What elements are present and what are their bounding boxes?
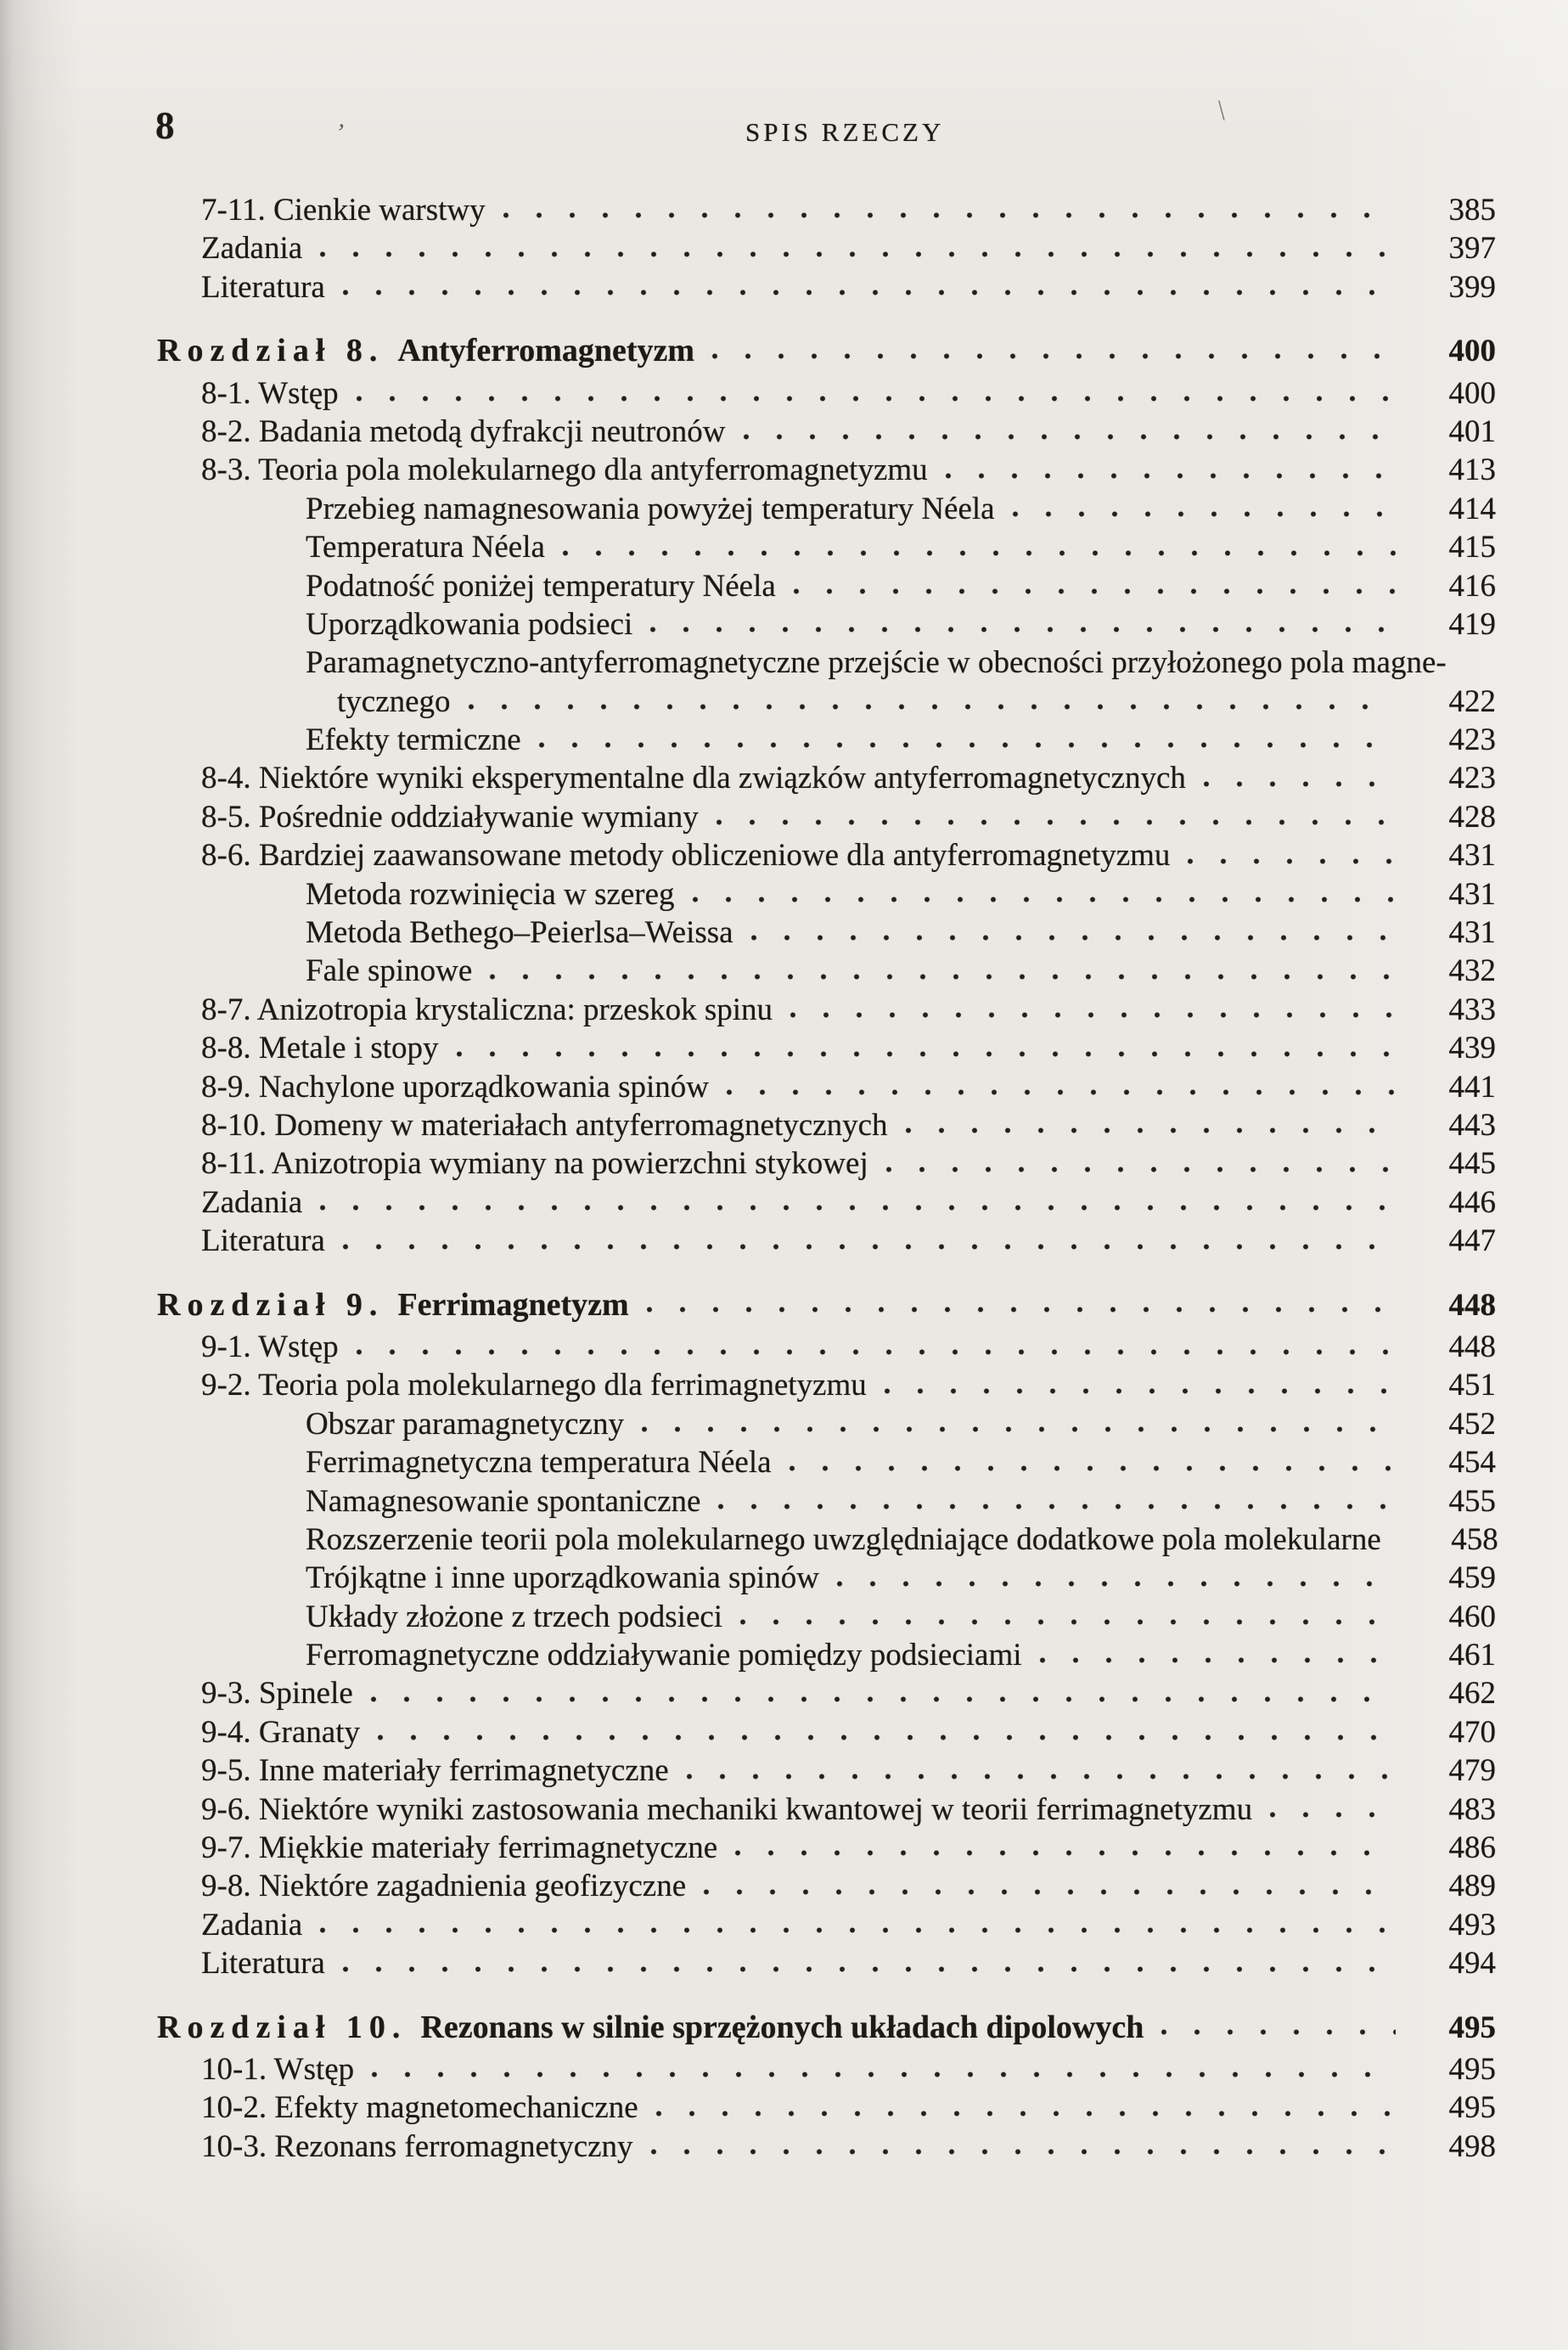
toc-entry-page: 458 [1451,1521,1498,1557]
dot-leader [743,433,1397,441]
toc-row [201,2128,1496,2167]
dot-leader [641,1425,1396,1433]
toc-entry-page: 399 [1448,269,1496,305]
toc-entry-label: tycznego [337,683,451,719]
toc-entry-page: 454 [1448,1445,1496,1481]
chapter-prefix: Rozdział 9. [157,1286,385,1323]
dot-leader [319,1204,1396,1212]
page-title: SPIS RZECZY [745,117,945,147]
chapter-title: Rezonans w silnie sprzężonych układach dipolowych [420,2009,1144,2045]
toc-entry-page: 495 [1448,2051,1496,2087]
toc-row [201,1752,1496,1791]
toc-row [306,1599,1496,1637]
toc-row [306,491,1496,529]
toc-entry-label: 8-1. Wstęp [201,375,339,411]
dot-leader [945,472,1396,480]
toc-entry-label: 10-2. Efekty magnetomechaniczne [201,2090,638,2126]
dot-leader [885,1166,1396,1173]
dot-leader [734,1849,1396,1857]
dot-leader [649,626,1396,633]
dot-leader [342,1965,1396,1973]
dot-leader [1203,780,1396,788]
dot-leader [739,1618,1396,1626]
toc-row [306,722,1496,760]
dot-leader [726,1088,1396,1096]
toc-row [201,1675,1496,1713]
toc-entry-page: 401 [1448,413,1496,449]
toc-entry-page: 441 [1448,1069,1496,1105]
chapter-row [157,1286,1496,1324]
dot-leader [905,1127,1396,1134]
toc-entry-label: 9-6. Niektóre wyniki zastosowania mechaniki kwantowej w teorii ferrimagnetyzmu [201,1791,1253,1827]
toc-entry-page: 423 [1448,722,1496,758]
toc-entry-label: 10-1. Wstęp [201,2051,355,2087]
toc-entry-page: 495 [1448,2090,1496,2126]
toc-entry-page: 385 [1448,193,1496,228]
toc-row [201,192,1496,230]
toc-entry-page: 439 [1448,1031,1496,1066]
dot-leader [836,1580,1396,1588]
toc-entry-page: 432 [1448,953,1496,989]
dot-leader [456,1050,1396,1058]
toc-entry-label: 8-2. Badania metodą dyfrakcji neutronów [201,413,726,449]
toc-entry-page: 495 [1448,2010,1496,2045]
toc-row [201,2089,1496,2128]
dot-leader [1012,510,1396,518]
toc-row [201,452,1496,490]
toc-row [306,1483,1496,1521]
toc-row [201,1329,1496,1367]
toc-entry-page: 448 [1448,1329,1496,1364]
toc-row [201,1223,1496,1261]
chapter-prefix: Rozdział 8. [157,333,385,369]
toc-entry-label: 9-7. Miękkie materiały ferrimagnetyczne [201,1830,718,1866]
toc-row [306,529,1496,567]
toc-row [201,2051,1496,2089]
page-number: 8 [155,104,175,147]
toc-entry-label: Paramagnetyczno-antyferromagnetyczne przejście w obecności przyłożonego pola magne- [306,645,1447,681]
toc-entry-label: Literatura [201,1946,325,1982]
toc-entry-page: 431 [1448,876,1496,912]
toc-entry-label: 8-6. Bardziej zaawansowane metody obliczeniowe dla antyferromagnetyzmu [201,838,1171,874]
toc-entry-label: 8-7. Anizotropia krystaliczna: przeskok spinu [201,992,773,1027]
toc-entry-page: 423 [1448,761,1496,796]
toc-entry-label: 8-10. Domeny w materiałach antyferromagnetycznych [201,1107,888,1143]
dot-leader [1269,1811,1396,1819]
dot-leader [356,1348,1396,1356]
toc-row [201,1145,1496,1183]
toc-row [201,799,1496,837]
toc-entry-page: 486 [1448,1830,1496,1866]
toc-entry-label: Metoda rozwinięcia w szereg [306,876,675,912]
dot-leader [538,741,1396,749]
toc-entry-page: 483 [1448,1791,1496,1827]
toc-entry-label: Namagnesowanie spontaniczne [306,1483,701,1519]
toc-row [201,992,1496,1030]
toc-entry-page: 446 [1448,1184,1496,1220]
dot-leader [1161,2028,1396,2036]
toc-entry-page: 413 [1448,453,1496,488]
toc-entry-label: Literatura [201,1223,325,1259]
toc-entry-page: 415 [1448,530,1496,565]
dot-leader [650,2148,1396,2156]
dot-leader [371,2071,1396,2078]
toc-entry-label: 9-3. Spinele [201,1676,353,1712]
toc-entry-label: 8-9. Nachylone uporządkowania spinów [201,1069,709,1105]
toc-entry-page: 493 [1448,1907,1496,1942]
toc-row [306,1521,1496,1560]
toc-row [201,1367,1496,1405]
toc-entry-page: 461 [1448,1638,1496,1673]
toc-entry-label: 8-3. Teoria pola molekularnego dla antyferromagnetyzmu [201,453,928,488]
chapter-row [157,332,1496,370]
toc-entry-page: 428 [1448,799,1496,835]
toc-entry-page: 419 [1448,606,1496,642]
toc-entry-page: 447 [1448,1223,1496,1259]
toc-row [201,837,1496,875]
dot-leader [716,818,1396,826]
toc-row [201,1107,1496,1145]
toc-row [201,1830,1496,1868]
toc-entry-page: 400 [1448,334,1496,369]
chapter-title: Antyferromagnetyzm [397,333,695,369]
toc-row [306,1637,1496,1675]
toc-entry-label: 9-8. Niektóre zagadnienia geofizyczne [201,1869,687,1904]
toc-row [337,683,1496,722]
toc-entry-label: Zadania [201,231,303,267]
dot-leader [646,1306,1396,1313]
toc-entry-label: Fale spinowe [306,953,473,989]
toc-entry-page: 452 [1448,1406,1496,1442]
toc-row [201,1907,1496,1945]
toc-entry-page: 422 [1448,683,1496,719]
toc-entry-page: 433 [1448,992,1496,1027]
scan-artifact-mark: \ [1216,94,1227,127]
toc-entry-page: 489 [1448,1869,1496,1904]
dot-leader [468,703,1396,711]
toc-row [306,1406,1496,1444]
toc-row [201,269,1496,307]
toc-entry-page: 414 [1448,491,1496,526]
dot-leader [503,211,1396,219]
dot-leader [377,1734,1396,1741]
chapter-title: Ferrimagnetyzm [397,1286,629,1323]
toc-entry-page: 451 [1448,1368,1496,1403]
toc-row [201,1868,1496,1906]
toc-entry-label: Trójkątne i inne uporządkowania spinów [306,1560,819,1596]
toc-row [306,644,1496,683]
toc-row [201,1184,1496,1223]
toc-row [306,568,1496,606]
toc-row [201,760,1496,798]
toc-entry-page: 462 [1448,1676,1496,1712]
toc-entry-page: 470 [1448,1714,1496,1750]
dot-leader [692,896,1396,903]
dot-leader [703,1888,1396,1896]
toc-entry-page: 494 [1448,1946,1496,1982]
dot-leader [1039,1656,1396,1664]
toc-row [201,1069,1496,1107]
toc-entry-label: Temperatura Néela [306,530,545,565]
toc-entry-label: Układy złożone z trzech podsieci [306,1599,723,1634]
dot-leader [717,1503,1396,1510]
dot-leader [686,1773,1396,1780]
toc-entry-label: 9-4. Granaty [201,1714,360,1750]
dot-leader [793,588,1396,595]
toc-row [201,1945,1496,1983]
scan-artifact-mark: ’ [334,118,347,148]
toc-entry-label: Literatura [201,269,325,305]
toc-row [306,876,1496,914]
dot-leader [342,289,1396,296]
toc-entry-page: 445 [1448,1146,1496,1182]
toc-entry-page: 479 [1448,1753,1496,1789]
toc-entry-label: Rozszerzenie teorii pola molekularnego uwzględniające dodatkowe pola molekularne [306,1521,1381,1557]
toc-entry-label: 8-11. Anizotropia wymiany na powierzchni stykowej [201,1146,868,1182]
toc-entry-label: Zadania [201,1907,303,1942]
toc-entry-label: Ferrimagnetyczna temperatura Néela [306,1445,772,1481]
toc-entry-label: 8-5. Pośrednie oddziaływanie wymiany [201,799,699,835]
toc-entry-page: 397 [1448,231,1496,267]
toc-entry-label: Obszar paramagnetyczny [306,1406,624,1442]
chapter-prefix: Rozdział 10. [157,2009,407,2045]
dot-leader [562,549,1396,557]
toc-entry-label: Efekty termiczne [306,722,521,758]
toc-entry-label: Metoda Bethego–Peierlsa–Weissa [306,915,733,951]
toc-row [201,230,1496,268]
toc-entry-page: 448 [1448,1287,1496,1323]
chapter-row [157,2009,1496,2047]
toc-entry-page: 416 [1448,568,1496,604]
dot-leader [711,352,1396,360]
toc-row [201,1791,1496,1830]
toc-entry-page: 431 [1448,915,1496,951]
toc-entry-label: 9-2. Teoria pola molekularnego dla ferrimagnetyzmu [201,1368,867,1403]
dot-leader [319,250,1396,258]
toc-entry-label: 9-5. Inne materiały ferrimagnetyczne [201,1753,669,1789]
toc-entry-label: Zadania [201,1184,303,1220]
toc-entry-label: Ferromagnetyczne oddziaływanie pomiędzy podsieciami [306,1638,1022,1673]
toc-entry-label: 8-8. Metale i stopy [201,1031,439,1066]
toc-entry-page: 459 [1448,1560,1496,1596]
toc-row [306,606,1496,644]
dot-leader [750,934,1396,942]
toc-entry-label: 10-3. Rezonans ferromagnetyczny [201,2128,633,2164]
dot-leader [370,1695,1396,1703]
toc-entry-label: 8-4. Niektóre wyniki eksperymentalne dla związków antyferromagnetycznych [201,761,1186,796]
toc-entry-label: 7-11. Cienkie warstwy [201,193,486,228]
dot-leader [790,1011,1396,1019]
dot-leader [342,1243,1396,1251]
toc-entry-page: 443 [1448,1107,1496,1143]
toc-entry-page: 455 [1448,1483,1496,1519]
toc-entry-page: 431 [1448,838,1496,874]
dot-leader [356,395,1396,402]
toc-entry-label: 9-1. Wstęp [201,1329,339,1364]
toc-row [201,413,1496,452]
toc-row [306,953,1496,991]
dot-leader [655,2110,1396,2117]
toc-row [306,1444,1496,1482]
dot-leader [789,1465,1396,1472]
toc-entry-label: Przebieg namagnesowania powyżej temperatury Néela [306,491,995,526]
toc-row [306,914,1496,953]
table-of-contents [0,192,1568,2167]
toc-entry-page: 498 [1448,2128,1496,2164]
toc-entry-page: 460 [1448,1599,1496,1634]
dot-leader [1187,857,1396,865]
toc-row [201,375,1496,413]
dot-leader [489,973,1396,981]
dot-leader [884,1387,1396,1395]
toc-entry-page: 400 [1448,375,1496,411]
toc-row [201,1030,1496,1068]
toc-row [201,1714,1496,1752]
toc-entry-label: Podatność poniżej temperatury Néela [306,568,776,604]
toc-row [306,1560,1496,1598]
toc-entry-label: Uporządkowania podsieci [306,606,633,642]
dot-leader [319,1926,1396,1934]
